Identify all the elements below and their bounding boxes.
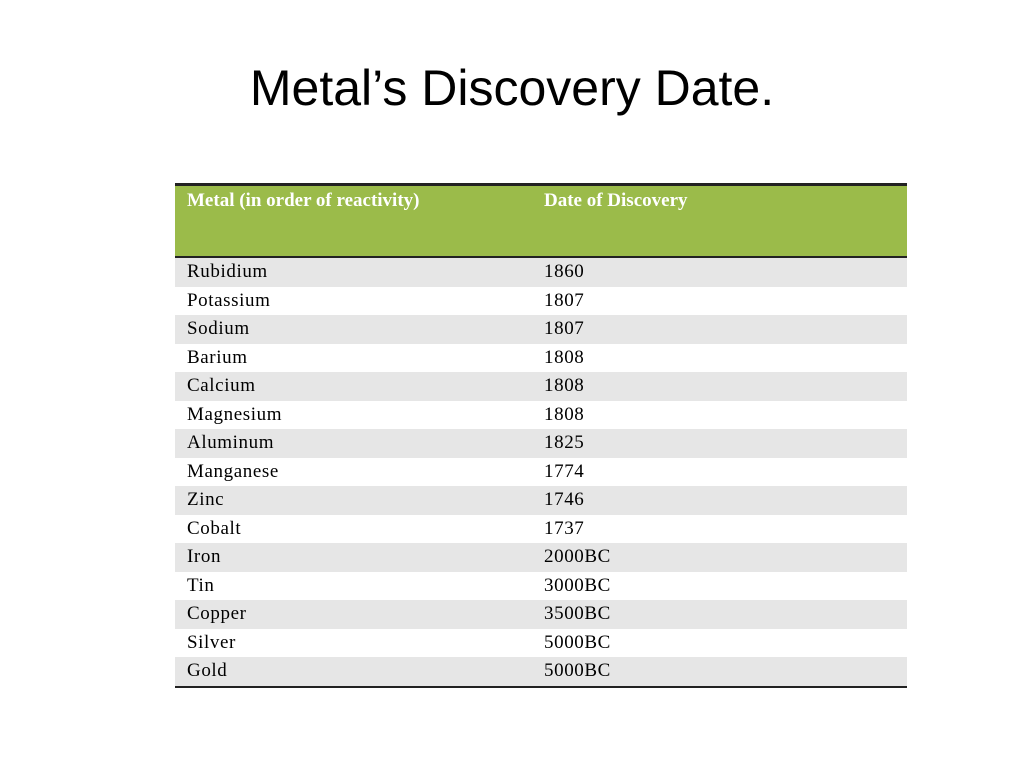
table-row xyxy=(175,344,907,373)
table-row xyxy=(175,429,907,458)
discovery-table xyxy=(175,183,907,688)
table-row xyxy=(175,486,907,515)
table-row xyxy=(175,657,907,687)
date-cell: 3500BC xyxy=(532,600,907,629)
metal-cell: Sodium xyxy=(175,315,532,344)
metal-cell: Magnesium xyxy=(175,401,532,430)
metal-cell: Barium xyxy=(175,344,532,373)
date-cell: 1825 xyxy=(532,429,907,458)
date-cell: 1808 xyxy=(532,401,907,430)
table-row xyxy=(175,515,907,544)
date-cell: 1774 xyxy=(532,458,907,487)
metal-cell: Tin xyxy=(175,572,532,601)
metal-cell: Calcium xyxy=(175,372,532,401)
table-row xyxy=(175,287,907,316)
metal-cell: Zinc xyxy=(175,486,532,515)
table-row xyxy=(175,458,907,487)
metal-cell: Rubidium xyxy=(175,257,532,287)
header-row xyxy=(175,185,907,258)
metal-cell: Copper xyxy=(175,600,532,629)
table-row xyxy=(175,315,907,344)
header-date: Date of Discovery xyxy=(532,185,907,258)
table-row xyxy=(175,543,907,572)
date-cell: 5000BC xyxy=(532,657,907,687)
date-cell: 5000BC xyxy=(532,629,907,658)
date-cell: 3000BC xyxy=(532,572,907,601)
date-cell: 1808 xyxy=(532,344,907,373)
table-row xyxy=(175,401,907,430)
date-cell: 1807 xyxy=(532,287,907,316)
metal-cell: Aluminum xyxy=(175,429,532,458)
table-header xyxy=(175,185,907,258)
metal-cell: Iron xyxy=(175,543,532,572)
date-cell: 1860 xyxy=(532,257,907,287)
date-cell: 1808 xyxy=(532,372,907,401)
metal-cell: Potassium xyxy=(175,287,532,316)
date-cell: 1737 xyxy=(532,515,907,544)
metal-cell: Cobalt xyxy=(175,515,532,544)
table-body xyxy=(175,257,907,687)
date-cell: 1807 xyxy=(532,315,907,344)
table-row xyxy=(175,572,907,601)
discovery-table-container xyxy=(175,183,907,688)
table-row xyxy=(175,372,907,401)
slide-title: Metal’s Discovery Date. xyxy=(249,60,775,116)
metal-cell: Gold xyxy=(175,657,532,687)
metal-cell: Manganese xyxy=(175,458,532,487)
table-row xyxy=(175,257,907,287)
table-row xyxy=(175,629,907,658)
table-row xyxy=(175,600,907,629)
date-cell: 1746 xyxy=(532,486,907,515)
header-metal: Metal (in order of reactivity) xyxy=(175,185,532,258)
date-cell: 2000BC xyxy=(532,543,907,572)
metal-cell: Silver xyxy=(175,629,532,658)
